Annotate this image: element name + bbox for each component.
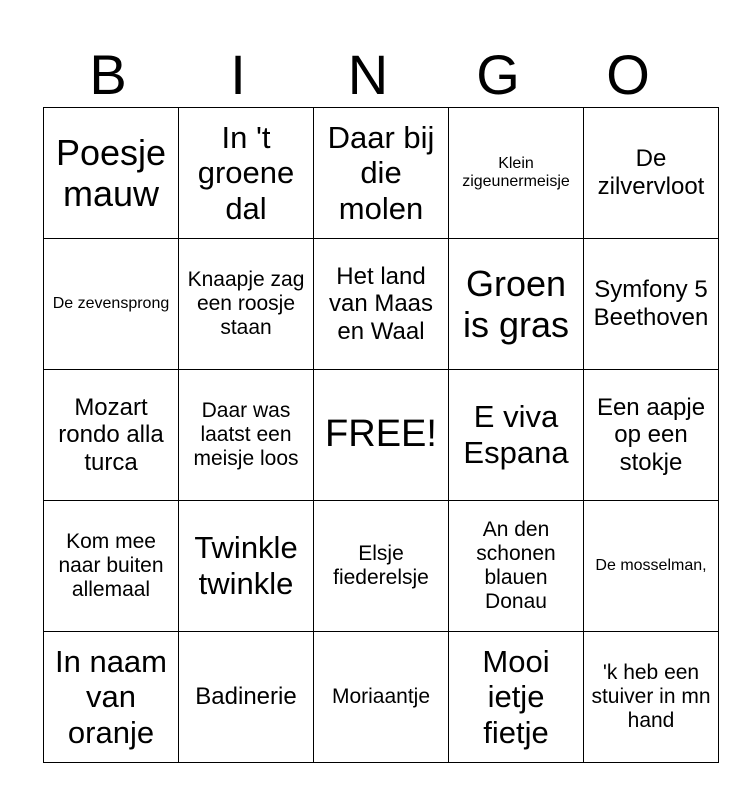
header-letter-n: N: [347, 43, 389, 106]
bingo-cell: Daar was laatst een meisje loos: [179, 370, 314, 501]
bingo-cell: Groen is gras: [449, 239, 584, 370]
bingo-cell: De mosselman,: [584, 501, 719, 632]
bingo-cell: De zevensprong: [44, 239, 179, 370]
bingo-cell: Symfony 5 Beethoven: [584, 239, 719, 370]
board-row: [44, 370, 719, 501]
bingo-cell: E viva Espana: [449, 370, 584, 501]
bingo-cell: 'k heb een stuiver in mn hand: [584, 632, 719, 763]
board-row: [44, 108, 719, 239]
bingo-cell: Badinerie: [179, 632, 314, 763]
bingo-cell: In 't groene dal: [179, 108, 314, 239]
header-letter-b: B: [89, 43, 127, 106]
bingo-cell: De zilvervloot: [584, 108, 719, 239]
bingo-cell: Knaapje zag een roosje staan: [179, 239, 314, 370]
bingo-cell: Elsje fiederelsje: [314, 501, 449, 632]
header-letter-i: I: [230, 43, 246, 106]
bingo-cell: Kom mee naar buiten allemaal: [44, 501, 179, 632]
board-row: [44, 632, 719, 763]
bingo-board: [43, 107, 719, 763]
bingo-cell: Mozart rondo alla turca: [44, 370, 179, 501]
bingo-cell: Twinkle twinkle: [179, 501, 314, 632]
header-letter-o: O: [606, 43, 650, 106]
bingo-cell: Daar bij die molen: [314, 108, 449, 239]
bingo-cell: Mooi ietje fietje: [449, 632, 584, 763]
bingo-cell: Klein zigeunermeisje: [449, 108, 584, 239]
board-row: [44, 239, 719, 370]
header-letter-g: G: [476, 43, 520, 106]
free-space-cell: FREE!: [314, 370, 449, 501]
board-row: [44, 501, 719, 632]
bingo-cell: Het land van Maas en Waal: [314, 239, 449, 370]
bingo-cell: An den schonen blauen Donau: [449, 501, 584, 632]
bingo-header: [43, 44, 693, 106]
bingo-cell: In naam van oranje: [44, 632, 179, 763]
bingo-cell: Poesje mauw: [44, 108, 179, 239]
bingo-cell: Een aapje op een stokje: [584, 370, 719, 501]
bingo-cell: Moriaantje: [314, 632, 449, 763]
